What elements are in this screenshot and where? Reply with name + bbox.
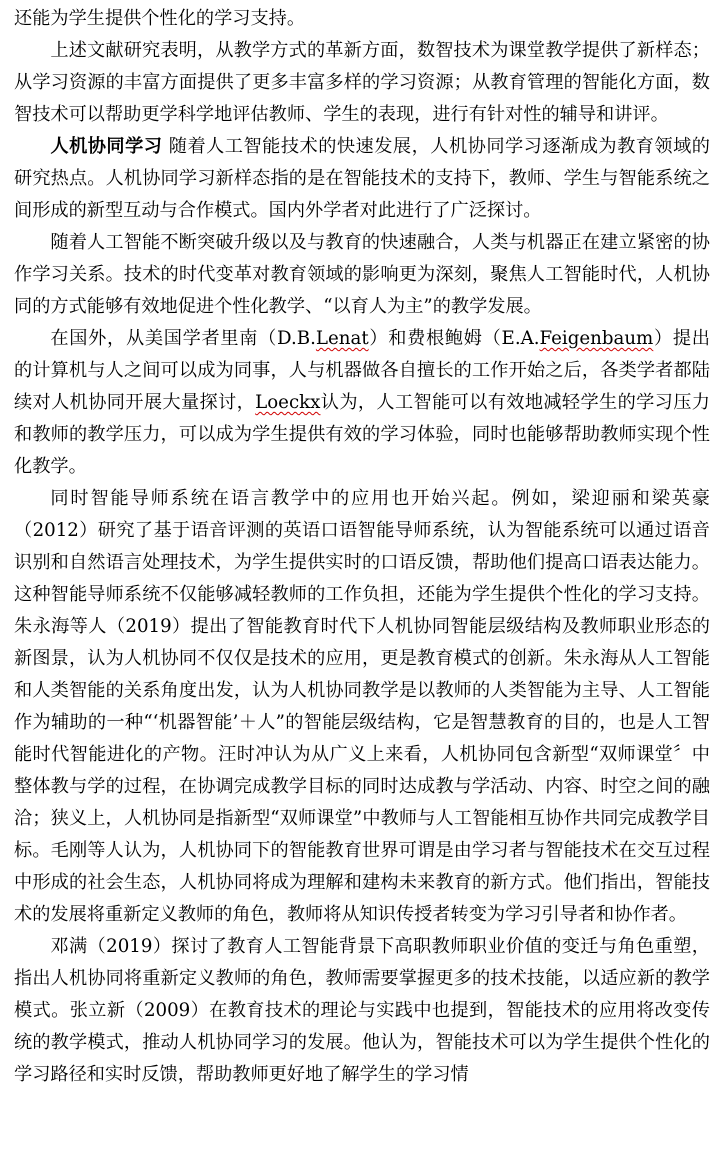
paragraph-text: 认为，人工智能可以有效地减轻学生的学习压力和教师的教学压力，可以成为学生提供有效的学习体验，同时也能够帮助教师实现个性化教学。: [14, 392, 710, 477]
paragraph-p3: [14, 227, 710, 323]
paragraph-p6: [14, 931, 710, 1091]
paragraph-p0: [14, 3, 710, 35]
paragraph-text: 随着人工智能技术的快速发展，人机协同学习逐渐成为教育领域的研究热点。人机协同学习新样态指的是在智能技术的支持下，教师、学生与智能系统之间形成的新型互动与合作模式。国内外学者对此进行了广泛探讨。: [14, 136, 710, 221]
paragraph-text: 上述文献研究表明，从教学方式的革新方面，数智技术为课堂教学提供了新样态；从学习资源的丰富方面提供了更多丰富多样的学习资源；从教育管理的智能化方面，数智技术可以帮助更学科学地评估教师、学生的表现，进行有针对性的辅导和讲评。: [14, 40, 710, 125]
paragraph-text: 还能为学生提供个性化的学习支持。: [14, 8, 306, 29]
spellcheck-word: Feigenbaum: [539, 328, 654, 349]
spellcheck-word: Lenat: [315, 328, 369, 349]
paragraph-text: 同时智能导师系统在语言教学中的应用也开始兴起。例如，梁迎丽和梁英豪（2012）研究了基于语音评测的英语口语智能导师系统，认为智能系统可以通过语音识别和自然语言处理技术，为学生提供实时的口语反馈，帮助他们提高口语表达能力。这种智能导师系统不仅能够减轻教师的工作负担，还能为学生提供个性化的学习支持。朱永海等人（2019）提出了智能教育时代下人机协同智能层级结构及教师职业形态的新图景，认为人机协同不仅仅是技术的应用，更是教育模式的创新。朱永海从人工智能和人类智能的关系角度出发，认为人机协同教学是以教师的人类智能为主导、人工智能作为辅助的一种“‘机器智能’＋人”的智能层级结构，它是智慧教育的目的，也是人工智能时代智能进化的产物。汪时冲认为从广义上来看，人机协同包含新型“双师课堂〞中整体教与学的过程，在协调完成教学目标的同时达成教与学活动、内容、时空之间的融洽；狭义上，人机协同是指新型“双师课堂”中教师与人工智能相互协作共同完成教学目标。毛刚等人认为，人机协同下的智能教育世界可谓是由学习者与智能技术在交互过程中形成的社会生态，人机协同将成为理解和建构未来教育的新方式。他们指出，智能技术的发展将重新定义教师的角色，教师将从知识传授者转变为学习引导者和协作者。: [14, 488, 710, 925]
paragraph-p4: [14, 323, 710, 483]
spellcheck-word: Loeckx: [255, 392, 321, 413]
paragraph-p2: [14, 131, 710, 227]
section-term: 人机协同学习: [50, 136, 163, 157]
paragraph-text: 随着人工智能不断突破升级以及与教育的快速融合，人类与机器正在建立紧密的协作学习关系。技术的时代变革对教育领域的影响更为深刻，聚焦人工智能时代，人机协同的方式能够有效地促进个性化教学、“以育人为主”的教学发展。: [14, 232, 710, 317]
paragraph-text: ）提出的计算机与人之间可以成为同事，人与机器做各自擅长的工作开始之后，各类学者都陆续对人机协同开展大量探讨，: [14, 328, 710, 413]
paragraph-p1: [14, 35, 710, 131]
paragraph-text: 在国外，从美国学者里南（D.B.: [50, 328, 316, 349]
paragraph-text: ）和费根鲍姆（E.A.: [368, 328, 540, 349]
paragraph-text: 邓满（2019）探讨了教育人工智能背景下高职教师职业价值的变迁与角色重塑，指出人机协同将重新定义教师的角色，教师需要掌握更多的技术技能，以适应新的教学模式。张立新（2009）在教育技术的理论与实践中也提到，智能技术的应用将改变传统的教学模式，推动人机协同学习的发展。他认为，智能技术可以为学生提供个性化的学习路径和实时反馈，帮助教师更好地了解学生的学习情: [14, 936, 710, 1085]
paragraph-p5: [14, 483, 710, 931]
